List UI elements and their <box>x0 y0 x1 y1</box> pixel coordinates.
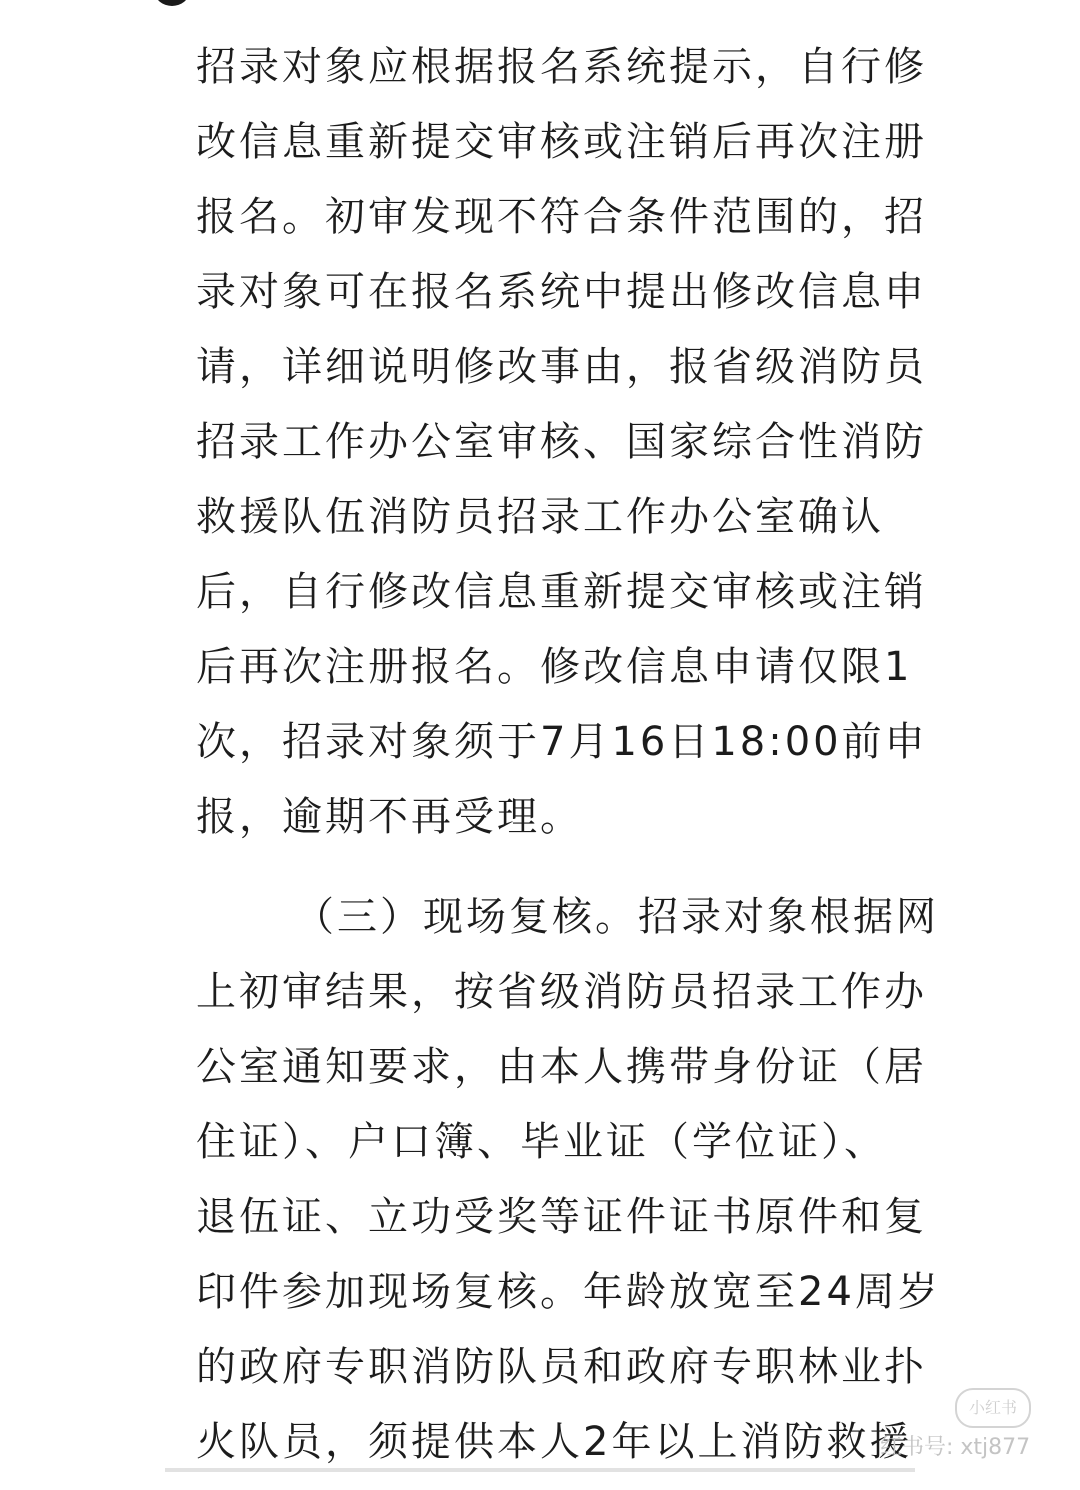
watermark-id: 红书号: xtj877 <box>880 1435 1031 1460</box>
text-line: 报名。初审发现不符合条件范围的，招 <box>196 194 927 240</box>
watermark-logo: 小红书 <box>955 1388 1031 1428</box>
text-line: 火队员，须提供本人2年以上消防救援 <box>196 1419 913 1465</box>
text-line: 后再次注册报名。修改信息申请仅限1 <box>196 644 913 690</box>
text-line: 招录对象应根据报名系统提示，自行修 <box>196 44 927 90</box>
bottom-divider <box>165 1468 915 1472</box>
text-line: 住证）、户口簿、毕业证（学位证）、 <box>196 1119 887 1165</box>
text-line: 救援队伍消防员招录工作办公室确认 <box>196 494 884 540</box>
text-line: 公室通知要求，由本人携带身份证（居 <box>196 1044 927 1090</box>
text-line: 次，招录对象须于7月16日18:00前申 <box>196 719 928 765</box>
cropped-text-fragment <box>155 0 189 6</box>
text-line: 印件参加现场复核。年龄放宽至24周岁 <box>196 1269 941 1315</box>
text-line: 招录工作办公室审核、国家综合性消防 <box>196 419 927 465</box>
text-line: 录对象可在报名系统中提出修改信息申 <box>196 269 927 315</box>
text-line: 报，逾期不再受理。 <box>196 794 583 840</box>
watermark <box>860 1386 1060 1466</box>
text-line: 退伍证、立功受奖等证件证书原件和复 <box>196 1194 927 1240</box>
text-line: 的政府专职消防队员和政府专职林业扑 <box>196 1344 927 1390</box>
text-line: 后，自行修改信息重新提交审核或注销 <box>196 569 927 615</box>
text-line: 上初审结果，按省级消防员招录工作办 <box>196 969 927 1015</box>
text-line: 请，详细说明修改事由，报省级消防员 <box>196 344 927 390</box>
text-line: 改信息重新提交审核或注销后再次注册 <box>196 119 927 165</box>
paragraph-heading-line: （三）现场复核。招录对象根据网 <box>294 894 939 940</box>
